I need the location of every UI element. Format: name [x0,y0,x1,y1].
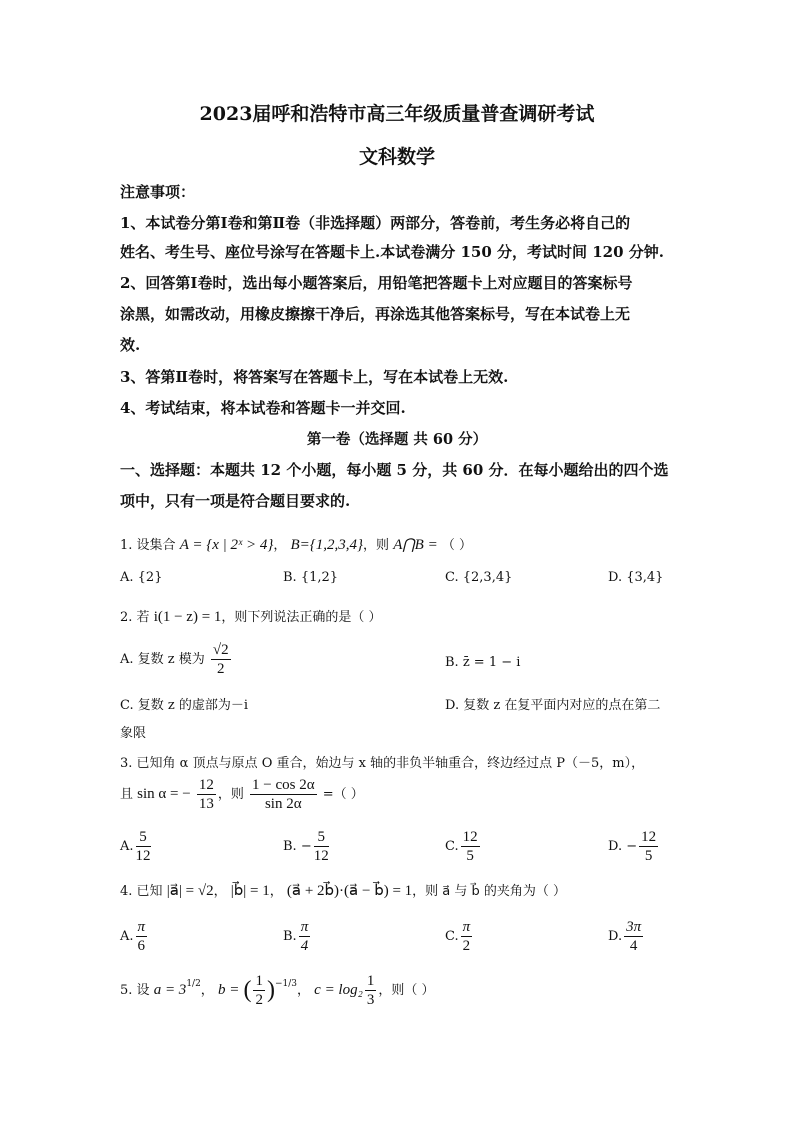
q1-set-b: B={1,2,3,4} [290,537,364,553]
q2-a-numerator: √2 [212,642,229,658]
q1-option-d: D. {3,4} [608,570,664,585]
q3-c-label: C. [445,839,459,854]
q4-c-num: π [462,919,471,935]
q5-stem: 5. 设 [120,983,150,998]
notice-line-1: 1、本试卷分第Ⅰ卷和第Ⅱ卷（非选择题）两部分，答卷前，考生务必将自己的 [120,214,631,232]
q3-a-label: A. [120,839,134,854]
q1-paren: （ ） [441,538,472,553]
q3-and: 且 [120,787,134,802]
q3-then: ，则 [217,787,244,802]
q1-expression: A⋂B = [393,537,438,553]
q2-option-a-fraction [211,641,231,678]
question-2 [120,606,382,626]
q4-a-num: π [137,919,146,935]
q2-option-a-text: A. 复数 z 模为 [120,652,205,667]
exam-title: 2023届呼和浩特市高三年级质量普查调研考试 [199,103,595,125]
q3-option-b [283,828,331,865]
q3-line-1: 3. 已知角 α 顶点与原点 O 重合，始边与 x 轴的非负半轴重合，终边经过点 P（－5，m）， [120,756,645,771]
q5-c-den: 3 [366,992,375,1008]
q3-option-c [445,828,482,865]
q4-a-fraction [136,918,148,955]
q5-b-exponent: −1/3 [274,979,297,989]
q2-a-denominator: 2 [217,661,225,677]
q3-b-label: B. − [283,839,312,854]
q1-tail: ，则 [363,538,390,553]
q3-option-a [120,828,153,865]
q3-a-den: 12 [135,848,151,864]
question-1 [120,534,472,554]
q3-f2-den: sin 2α [264,796,302,812]
question-4 [120,880,566,900]
q4-a-label: A. [120,929,134,944]
q2-option-d: D. 复数 z 在复平面内对应的点在第二 [445,698,661,713]
q4-c-den: 2 [462,938,471,954]
q4-d-label: D. [608,929,623,944]
notice-heading: 注意事项： [120,183,196,201]
q5-b-den: 2 [255,992,263,1008]
q2-option-d-cont: 象限 [120,726,147,741]
q4-d-num: 3π [626,919,642,935]
q3-c-num: 12 [462,829,478,845]
q4-c-label: C. [445,929,459,944]
q3-f1-num: 12 [198,777,214,793]
q3-f2-num: 1 − cos 2α [252,777,315,793]
q4-c-fraction [461,918,473,955]
q1-number: 1. 设集合 [120,538,176,553]
q3-fraction-2 [250,776,317,813]
q3-sin-expr: sin α = − [137,786,191,802]
q5-a-exponent: 1/2 [186,979,201,989]
notice-line-7: 4、考试结束，将本试卷和答题卡一并交回. [120,399,406,417]
q4-expr-3: (a⃗ + 2b⃗)·(a⃗ − b⃗) = 1 [286,883,413,899]
q5-sep-2: ， [297,983,311,998]
q2-option-a [120,641,233,678]
q3-d-num: 12 [641,829,657,845]
q1-option-b: B. {1,2} [283,570,339,585]
q3-d-label: D. − [608,839,638,854]
q3-b-num: 5 [314,828,329,847]
section-heading: 第一卷（选择题 共 60 分） [306,431,488,448]
q5-a-expr: a = 3 [153,982,187,998]
q5-c-fraction [365,972,377,1009]
q4-expr-2: |b⃗| = 1 [230,883,270,899]
q5-sep-1: ， [200,983,214,998]
q4-option-d [608,918,645,955]
q2-stem-b: ，则下列说法正确的是（ ） [221,610,382,625]
q2-expression: i(1 − z) = 1 [153,609,222,625]
q4-option-b [283,918,312,955]
q4-d-fraction [624,918,643,955]
q2-option-b: B. z̄ = 1 − i [445,655,521,670]
q1-option-c: C. {2,3,4} [445,570,513,585]
q5-b-fraction [253,972,265,1009]
q4-a-den: 6 [137,938,146,954]
q2-option-c: C. 复数 z 的虚部为－i [120,698,249,713]
q2-stem-a: 2. 若 [120,610,150,625]
notice-line-6: 3、答第Ⅱ卷时，将答案写在答题卡上，写在本试卷上无效. [120,368,509,386]
q4-b-fraction [299,918,311,955]
notice-line-4: 涂黑，如需改动，用橡皮擦擦干净后，再涂选其他答案标号，写在本试卷上无 [120,305,631,323]
q3-b-den: 12 [313,848,329,864]
q5-b-expr: b = [217,982,240,998]
notice-line-5: 效. [120,336,141,354]
q3-d-den: 5 [644,848,653,864]
part1-line-1: 一、选择题：本题共 12 个小题，每小题 5 分，共 60 分．在每小题给出的四个选 [120,461,669,479]
q3-f1-den: 13 [198,796,214,812]
q1-set-a: A = {x | 2ˣ > 4} [179,537,274,553]
part1-line-2: 项中，只有一项是符合题目要求的. [120,492,351,510]
q5-b-num: 1 [255,973,263,989]
exam-subtitle: 文科数学 [358,146,435,168]
q3-d-fraction [639,828,658,865]
q3-line-2 [120,776,364,813]
question-5: 5. 设 $a = 3^{1/2}$， b = ( $\frac{1}{2}$ )$^{-1/3}$， c = log₂ $\frac{1}{3}$ ，则（ ） [120,973,435,1008]
q4-option-a [120,918,149,955]
q4-sep-1: ， [213,884,227,899]
q5-c-num: 1 [366,973,375,989]
q4-sep-2: ， [269,884,283,899]
q4-stem: 4. 已知 [120,884,163,899]
q5-c-expr: c = log₂ [314,982,363,998]
notice-line-3: 2、回答第Ⅰ卷时，选出每小题答案后，用铅笔把答题卡上对应题目的答案标号 [120,274,633,292]
q1-option-a: A. {2} [120,570,163,585]
q4-b-num: π [300,919,309,935]
q3-fraction-1 [197,776,216,813]
q3-c-fraction [461,828,480,865]
q3-c-den: 5 [466,848,474,864]
q1-sep: ， [273,538,287,553]
q5-tail: ，则（ ） [378,983,435,998]
q4-b-den: 4 [300,938,309,954]
q3-option-d [608,828,660,865]
q3-b-fraction [314,828,329,865]
q4-expr-1: |a⃗| = √2 [166,883,214,899]
q4-b-label: B. [283,929,297,944]
notice-line-2: 姓名、考生号、座位号涂写在答题卡上.本试卷满分 150 分，考试时间 120 分钟. [120,243,664,261]
q4-tail: ，则 a⃗ 与 b⃗ 的夹角为（ ） [412,884,567,899]
q4-d-den: 4 [629,938,638,954]
q3-paren: =（ ） [322,787,364,802]
q4-option-c [445,918,474,955]
q3-a-fraction [136,828,151,865]
q3-a-num: 5 [136,828,151,847]
